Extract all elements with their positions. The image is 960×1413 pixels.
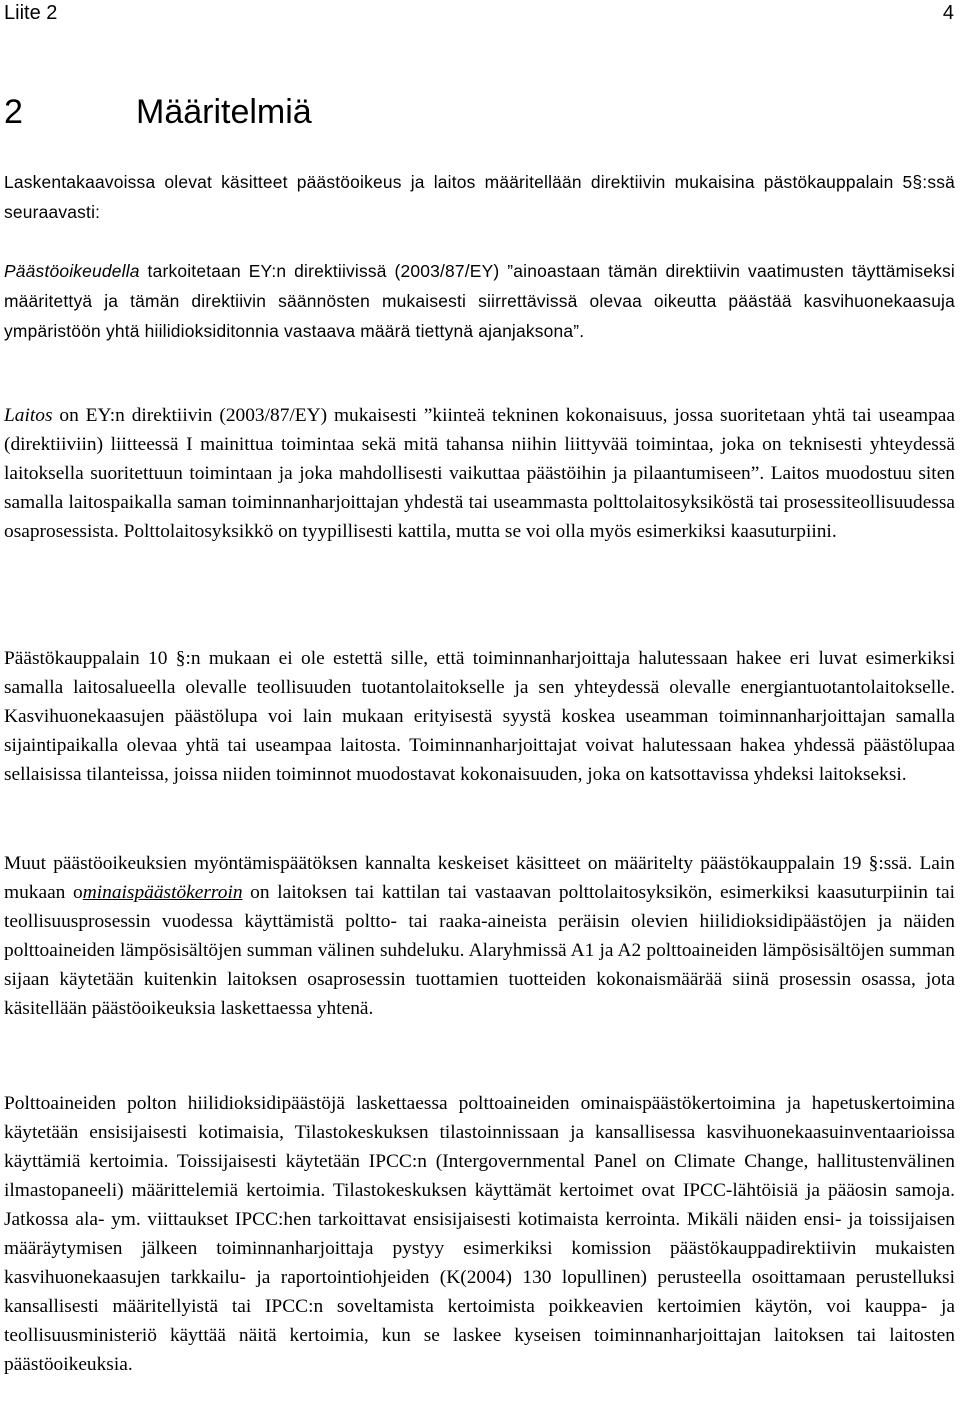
defined-term-ominaispaastokerroin: minaispäästökerroin [82,882,243,903]
defined-term-paastooikeus: Päästöoikeudella [4,261,140,281]
section-number: 2 [4,93,23,131]
emission-factor-paragraph [4,849,955,1023]
intro-paragraph: Laskentakaavoissa olevat käsitteet päästöoikeus ja laitos määritellään direktiivin mukaisina pästökauppalain 5§:ssä seuraavasti: [4,172,955,222]
appendix-label: Liite 2 [4,2,58,24]
emission-factor-text-after: on laitoksen tai kattilan tai vastaavan polttolaitosyksikön, esimerkiksi kaasuturpiinin tai teollisuusprosessin vuodessa käyttämistä poltto- tai raaka-aineista peräisin olevien hiilidioksidipäästöjen ja näiden polttoaineiden lämpösisältöjen summan välinen suhdeluku. Alaryhmissä A1 ja A2 polttoaineiden lämpösisältöjen summan sijaan käytetään kuitenkin laitoksen osaprosessin tuottamien tuotteiden kokonaismäärää siinä prosessin osassa, jota käsitellään päästöoikeuksia laskettaessa yhtenä. [4,882,955,1019]
permit-paragraph: Päästökauppalain 10 §:n mukaan ei ole estettä sille, että toiminnanharjoittaja halutessaan hakee eri luvat esimerkiksi samalla laitosalueella olevalle teollisuuden tuotantolaitokselle ja sen yhteydessä olevalle energiantuotantolaitokselle. Kasvihuonekaasujen päästölupa voi lain mukaan erityisestä syystä koskea useamman toiminnanharjoittajan samalla sijaintipaikalla olevaa yhtä tai useampaa laitosta. Toiminnanharjoittajat voivat halutessaan hakea yhdessä päästölupaa sellaisissa tilanteissa, joissa niiden toiminnot muodostavat kokonaisuuden, joka on katsottavissa yhdeksi laitokseksi. [4,648,955,785]
defined-term-laitos: Laitos [4,405,53,426]
page-number: 4 [942,2,954,24]
definition-laitos-paragraph [4,401,955,546]
fuel-combustion-paragraph: Polttoaineiden polton hiilidioksidipäästöjä laskettaessa polttoaineiden ominaispäästökertoimina ja hapetuskertoimina käytetään ensisijaisesti kotimaisia, Tilastokeskuksen tilastoinnissaan ja kansallisessa kasvihuonekaasuinventaarioissa käyttämiä kertoimia. Toissijaisesti käytetään IPCC:n (Intergovernmental Panel on Climate Change, hallitustenvälinen ilmastopaneeli) määrittelemiä kertoimia. Tilastokeskuksen käyttämät kertoimet ovat IPCC-lähtöisiä ja pääosin samoja. Jatkossa ala- ym. viittaukset IPCC:hen tarkoittavat ensisijaisesti kotimaista kerrointa. Mikäli näiden ensi- ja toissijaisen määräytymisen jälkeen toiminnanharjoittaja pystyy esimerkiksi komission päästökauppadirektiivin mukaisten kasvihuonekaasujen tarkkailu- ja raportointiohjeiden (K(2004) 130 lopullinen) perusteella osoittamaan perustelluksi kansallisesti määritellyistä tai IPCC:n soveltamista kertoimista poikkeavien kertoimien käytön, voi kauppa- ja teollisuusministeriö käyttää näitä kertoimia, kun se laskee kyseisen toiminnanharjoittajan laitoksen tai laitosten päästöoikeuksia. [4,1093,955,1375]
emission-factor-text-before: Muut päästöoikeuksien myöntämispäätöksen kannalta keskeiset käsitteet on määritelty päästökauppalain 19 §:ssä. Lain mukaan o [4,853,955,903]
section-title: Määritelmiä [136,93,312,131]
definition-paastooikeus-paragraph [4,256,955,346]
section-heading [4,92,312,132]
definition-laitos-text: on EY:n direktiivin (2003/87/EY) mukaisesti ”kiinteä tekninen kokonaisuus, jossa suoritetaan yhtä tai useampaa (direktiiviin) liitteessä I mainittua toimintaa sekä mitä tahansa niihin liittyvää toimintaa, joka on teknisesti yhteydessä laitoksella suoritettuun toimintaan ja joka mahdollisesti vaikuttaa päästöihin ja pilaantumiseen”. Laitos muodostuu siten samalla laitospaikalla saman toiminnanharjoittajan yhdestä tai useammasta polttolaitosyksiköstä tai prosessiteollisuudessa osaprosessista. Polttolaitosyksikkö on tyypillisesti kattila, mutta se voi olla myös esimerkiksi kaasuturpiini. [4,405,955,542]
definition-paastooikeus-text: tarkoitetaan EY:n direktiivissä (2003/87/EY) ”ainoastaan tämän direktiivin vaatimusten täyttämiseksi määritettyä ja tämän direktiivin säännösten mukaisesti siirrettävissä olevaa oikeutta päästää kasvihuonekaasuja ympäristöön yhtä hiilidioksiditonnia vastaava määrä tiettynä ajanjaksona”. [4,261,955,341]
page-header [0,0,960,30]
